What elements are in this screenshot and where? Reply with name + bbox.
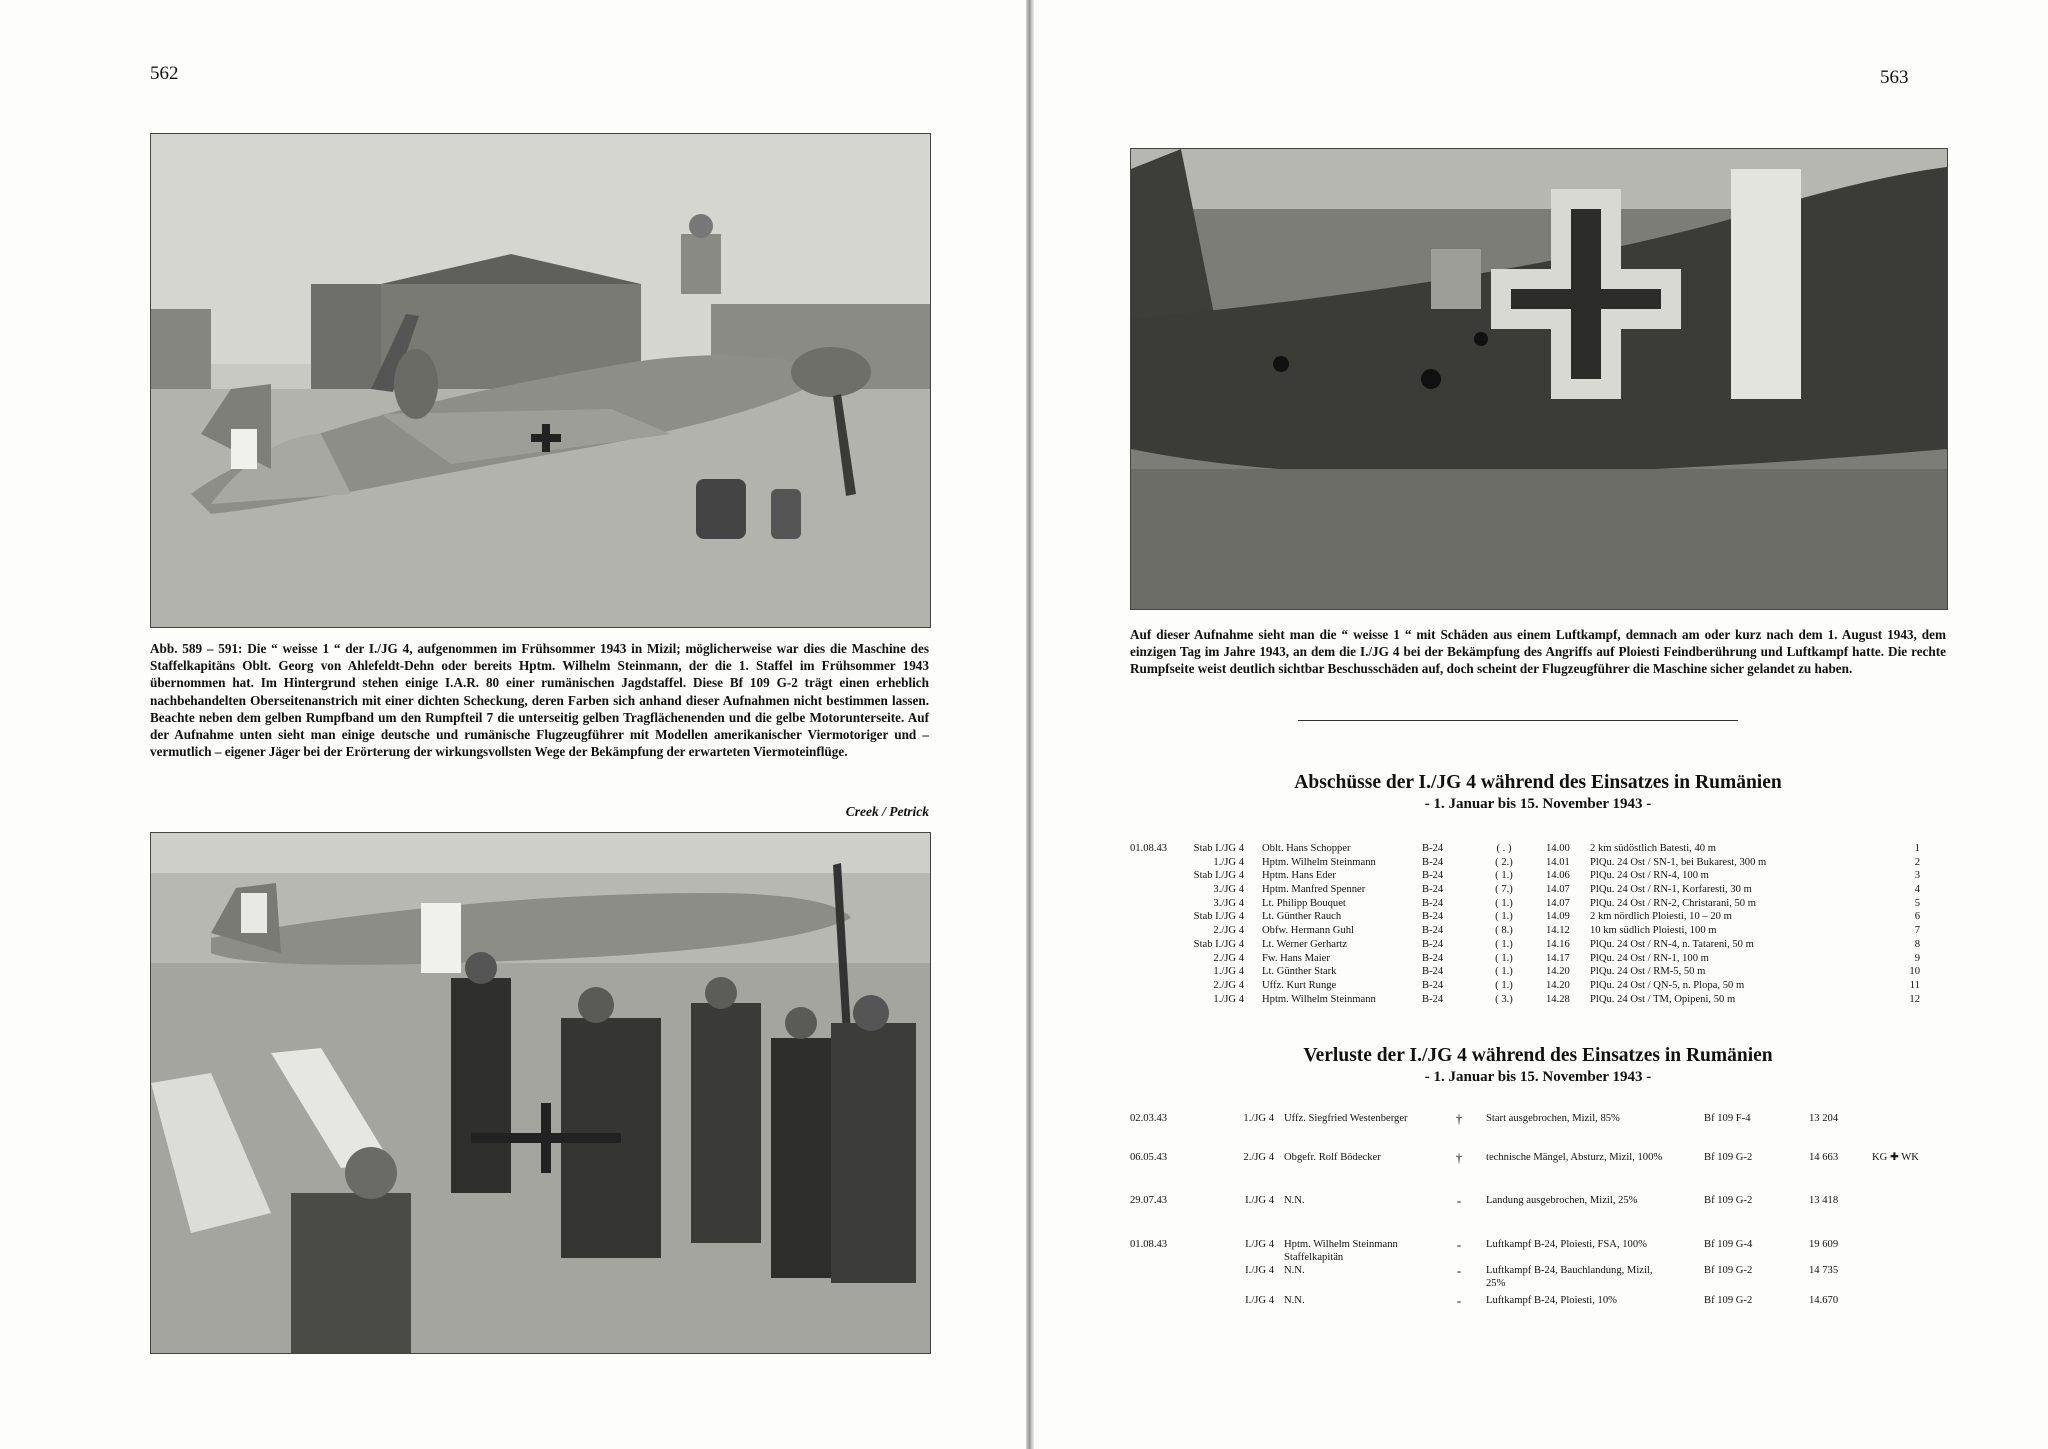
victory-cell: B-24: [1422, 993, 1444, 1005]
victory-cell: 14.06: [1546, 870, 1570, 882]
victory-cell: PlQu. 24 Ost / SN-1, bei Bukarest, 300 m: [1590, 856, 1767, 868]
loss-cell-unit: I./JG 4: [1245, 1239, 1274, 1250]
victory-row: [1130, 869, 1920, 883]
loss-cell-mark: -: [1456, 1263, 1462, 1278]
loss-cell-cause: Luftkampf B-24, Ploiesti, FSA, 100%: [1486, 1239, 1647, 1250]
loss-cell-wnr: 13 204: [1809, 1113, 1839, 1124]
victory-row: [1130, 965, 1920, 979]
loss-cell-cause: Landung ausgebrochen, Mizil, 25%: [1486, 1195, 1638, 1206]
victory-cell: 2./JG 4: [1213, 952, 1244, 964]
victories-title: Abschüsse der I./JG 4 während des Einsatzes in Rumänien: [1294, 772, 1782, 793]
victory-cell: 10 km südlich Ploiesti, 100 m: [1590, 925, 1717, 937]
loss-cell-mark: †: [1455, 1150, 1463, 1165]
victory-cell: ( . ): [1496, 843, 1512, 854]
victory-cell: 2: [1914, 856, 1920, 868]
victory-cell: Stab I./JG 4: [1193, 843, 1244, 854]
loss-cell-note: KG ✚ WK: [1872, 1152, 1919, 1163]
loss-cell-type: Bf 109 F-4: [1704, 1113, 1751, 1124]
loss-cell-type: Bf 109 G-4: [1704, 1239, 1753, 1250]
victory-cell: ( 1.): [1495, 870, 1513, 882]
victory-cell: 2 km nördlich Ploiesti, 10 – 20 m: [1590, 911, 1732, 923]
victory-cell: B-24: [1422, 897, 1444, 909]
victories-subtitle: - 1. Januar bis 15. November 1943 -: [1424, 796, 1652, 812]
victory-cell: [1130, 924, 1186, 938]
victory-cell: ( 2.): [1495, 856, 1513, 868]
victory-cell: B-24: [1422, 952, 1444, 964]
victory-cell: 14.07: [1546, 884, 1570, 896]
victory-cell: 3./JG 4: [1213, 897, 1244, 909]
loss-cell-wnr: 14 735: [1809, 1265, 1839, 1276]
loss-cell-mark: †: [1455, 1111, 1463, 1126]
loss-cell-cause: Start ausgebrochen, Mizil, 85%: [1486, 1113, 1620, 1124]
victory-cell: 14.09: [1546, 911, 1570, 923]
loss-cell-mark: -: [1456, 1193, 1462, 1208]
loss-cell-cause: Luftkampf B-24, Bauchlandung, Mizil, 25%: [1486, 1265, 1653, 1289]
victory-cell: 7: [1914, 925, 1920, 937]
loss-cell-unit: I./JG 4: [1245, 1295, 1274, 1306]
loss-cell-mark: -: [1456, 1237, 1462, 1252]
victory-cell: PlQu. 24 Ost / TM, Opipeni, 50 m: [1590, 993, 1736, 1005]
right-caption: Auf dieser Aufnahme sieht man die “ weisse 1 “ mit Schäden aus einem Luftkampf, demnach am oder kurz nach dem 1. August 1943, dem einzigen Tag im Jahre 1943, an dem die I./JG 4 bei der Bekämpfung des Angriffs auf Ploiesti Feindberührung und Luftkampf hatte. Die rechte Rumpfseite weist deutlich sichtbar Beschusschäden auf, doch scheint der Flugzeugführer die Maschine sicher gelandet zu haben.: [1130, 627, 1946, 677]
victory-cell: 4: [1914, 884, 1920, 896]
victory-cell: PlQu. 24 Ost / RN-1, Korfaresti, 30 m: [1590, 884, 1752, 896]
photo-pilots-group: [150, 832, 931, 1354]
loss-cell-date: 06.05.43: [1130, 1152, 1168, 1163]
loss-cell-name: N.N.: [1284, 1295, 1305, 1306]
loss-cell-wnr: 19 609: [1809, 1239, 1839, 1250]
victory-cell: [1130, 993, 1186, 1007]
victory-cell: Stab I./JG 4: [1193, 870, 1244, 882]
victory-cell: [1130, 965, 1186, 979]
victory-cell: B-24: [1422, 925, 1444, 937]
page-number-right: 563: [1880, 67, 1909, 88]
victory-cell: B-24: [1422, 843, 1444, 854]
victory-row: [1130, 883, 1920, 897]
victory-cell: PlQu. 24 Ost / RN-1, 100 m: [1590, 952, 1709, 964]
victory-cell: 10: [1909, 966, 1920, 978]
loss-cell-name: N.N.: [1284, 1195, 1305, 1206]
loss-cell-name: Hptm. Wilhelm Steinmann Staffelkapitän: [1284, 1239, 1398, 1263]
victory-cell: Obfw. Hermann Guhl: [1262, 925, 1354, 937]
loss-cell-unit: I./JG 4: [1245, 1265, 1274, 1276]
victory-cell: 5: [1914, 897, 1920, 909]
victory-cell: PlQu. 24 Ost / RN-4, 100 m: [1590, 870, 1709, 882]
victory-cell: Lt. Günther Stark: [1262, 966, 1337, 978]
victory-cell: 12: [1909, 993, 1920, 1005]
loss-cell-wnr: 14 663: [1809, 1152, 1839, 1163]
victory-cell: ( 7.): [1495, 884, 1513, 896]
victory-cell: 1: [1914, 843, 1920, 854]
victory-cell: Lt. Werner Gerhartz: [1262, 938, 1348, 950]
victory-cell: 1./JG 4: [1213, 966, 1244, 978]
victory-cell: 2 km südöstlich Batesti, 40 m: [1590, 843, 1716, 854]
loss-cell-type: Bf 109 G-2: [1704, 1152, 1753, 1163]
victory-row: [1130, 993, 1920, 1007]
victory-row: [1130, 856, 1920, 870]
victory-cell: B-24: [1422, 870, 1444, 882]
loss-cell-unit: 2./JG 4: [1243, 1152, 1274, 1163]
victory-cell: 14.28: [1546, 993, 1570, 1005]
victory-row: [1130, 897, 1920, 911]
victory-row: [1130, 952, 1920, 966]
victory-cell: 8: [1914, 938, 1920, 950]
victory-cell: 1./JG 4: [1213, 993, 1244, 1005]
victory-cell: PlQu. 24 Ost / RM-5, 50 m: [1590, 966, 1706, 978]
victory-cell: [1130, 938, 1186, 952]
divider-rule: [1298, 720, 1738, 721]
loss-cell-wnr: 14.670: [1809, 1295, 1839, 1306]
left-caption: Abb. 589 – 591: Die “ weisse 1 “ der I./JG 4, aufgenommen im Frühsommer 1943 in Mizil; möglicherweise war dies die Maschine des Staffelkapitäns Oblt. Georg von Ahlefeldt-Dehn oder bereits Hptm. Wilhelm Steinmann, der die 1. Staffel im Frühsommer 1943 übernommen hat. Im Hintergrund stehen einige I.A.R. 80 einer rumänischen Jagdstaffel. Diese Bf 109 G-2 trägt einen erheblich nachbehandelten Oberseitenanstrich mit einer dichten Scheckung, deren Farben sich anhand dieser Aufnahmen nicht bestimmen lassen. Beachte neben dem gelben Rumpfband um den Rumpfteil 7 die unterseitig gelben Tragflächenenden und die gelbe Motorunterseite. Auf der Aufnahme unten sieht man einige deutsche und rumänische Flugzeugführer mit Modellen amerikanischer Viermotoriger und – vermutlich – eigener Jäger bei der Erörterung der wirkungsvollsten Wege der Bekämpfung der erwarteten Viermoteinflüge.: [150, 641, 929, 760]
victory-cell: Stab I./JG 4: [1193, 911, 1244, 923]
victory-cell: 14.12: [1546, 925, 1570, 937]
victory-cell: Lt. Philipp Bouquet: [1262, 897, 1346, 909]
victory-cell: 1./JG 4: [1213, 856, 1244, 868]
victory-cell: Fw. Hans Maier: [1262, 952, 1330, 964]
victory-cell: 6: [1914, 911, 1920, 923]
book-gutter: [1026, 0, 1034, 1449]
victory-cell: Lt. Günther Rauch: [1262, 911, 1342, 923]
page-number-left: 562: [150, 63, 179, 84]
victory-cell: ( 1.): [1495, 938, 1513, 950]
victory-cell: PlQu. 24 Ost / RN-4, n. Tatareni, 50 m: [1590, 938, 1754, 950]
photo-credit: Creek / Petrick: [845, 804, 929, 819]
victory-cell: 9: [1914, 952, 1920, 964]
victory-cell: B-24: [1422, 966, 1444, 978]
victories-table: [1130, 842, 1920, 1006]
victory-cell: [1130, 910, 1186, 924]
victory-cell: 2./JG 4: [1213, 979, 1244, 991]
victory-cell: ( 1.): [1495, 979, 1513, 991]
victory-cell: 01.08.43: [1130, 843, 1168, 854]
victory-cell: Uffz. Kurt Runge: [1262, 979, 1337, 991]
photo-aircraft-hangar: [150, 133, 931, 628]
losses-title: Verluste der I./JG 4 während des Einsatzes in Rumänien: [1303, 1045, 1773, 1066]
loss-cell-date: 29.07.43: [1130, 1195, 1168, 1206]
victory-cell: B-24: [1422, 911, 1444, 923]
loss-cell-type: Bf 109 G-2: [1704, 1295, 1753, 1306]
loss-cell-name: N.N.: [1284, 1265, 1305, 1276]
victory-cell: B-24: [1422, 856, 1444, 868]
loss-cell-unit: 1./JG 4: [1243, 1113, 1274, 1124]
victory-row: [1130, 924, 1920, 938]
victory-cell: [1130, 883, 1186, 897]
victory-cell: 14.20: [1546, 966, 1570, 978]
victory-row: [1130, 938, 1920, 952]
victory-cell: 14.17: [1546, 952, 1570, 964]
loss-cell-type: Bf 109 G-2: [1704, 1265, 1753, 1276]
victory-cell: ( 8.): [1495, 925, 1513, 937]
victory-cell: PlQu. 24 Ost / RN-2, Christarani, 50 m: [1590, 897, 1756, 909]
victory-cell: Oblt. Hans Schopper: [1262, 843, 1351, 854]
loss-cell-mark: -: [1456, 1293, 1462, 1308]
victory-cell: Hptm. Manfred Spenner: [1262, 884, 1366, 896]
victory-cell: Hptm. Hans Eder: [1262, 870, 1336, 882]
victory-cell: [1130, 856, 1186, 870]
losses-subtitle: - 1. Januar bis 15. November 1943 -: [1424, 1069, 1652, 1085]
victory-cell: 14.20: [1546, 979, 1570, 991]
victory-cell: PlQu. 24 Ost / QN-5, n. Plopa, 50 m: [1590, 979, 1745, 991]
victory-cell: 11: [1909, 979, 1920, 991]
loss-cell-cause: Luftkampf B-24, Ploiesti, 10%: [1486, 1295, 1617, 1306]
victory-cell: [1130, 952, 1186, 966]
loss-cell-type: Bf 109 G-2: [1704, 1195, 1753, 1206]
victory-cell: ( 1.): [1495, 897, 1513, 909]
victory-cell: 14.01: [1546, 856, 1570, 868]
photo-damaged-fuselage: [1130, 148, 1948, 610]
loss-cell-name: Obgefr. Rolf Bödecker: [1284, 1152, 1381, 1163]
loss-cell-date: 02.03.43: [1130, 1113, 1168, 1124]
loss-cell-cause: technische Mängel, Absturz, Mizil, 100%: [1486, 1152, 1663, 1163]
victory-cell: 14.16: [1546, 938, 1570, 950]
victory-cell: 14.07: [1546, 897, 1570, 909]
victory-cell: 3./JG 4: [1213, 884, 1244, 896]
victory-cell: [1130, 869, 1186, 883]
loss-cell-name: Uffz. Siegfried Westenberger: [1284, 1113, 1408, 1124]
victory-cell: ( 1.): [1495, 911, 1513, 923]
victory-cell: [1130, 897, 1186, 911]
victory-cell: Stab I./JG 4: [1193, 938, 1244, 950]
victory-cell: 14.00: [1546, 843, 1570, 854]
victory-row: [1130, 842, 1920, 856]
loss-cell-date: 01.08.43: [1130, 1239, 1168, 1250]
victory-cell: ( 1.): [1495, 952, 1513, 964]
victory-cell: B-24: [1422, 884, 1444, 896]
loss-cell-unit: I./JG 4: [1245, 1195, 1274, 1206]
loss-cell-wnr: 13 418: [1809, 1195, 1839, 1206]
victory-cell: B-24: [1422, 979, 1444, 991]
victory-cell: ( 3.): [1495, 993, 1513, 1005]
victory-row: [1130, 910, 1920, 924]
victory-cell: Hptm. Wilhelm Steinmann: [1262, 856, 1376, 868]
victory-cell: [1130, 979, 1186, 993]
victory-cell: B-24: [1422, 938, 1444, 950]
victory-cell: ( 1.): [1495, 966, 1513, 978]
victory-cell: Hptm. Wilhelm Steinmann: [1262, 993, 1376, 1005]
right-page: [1034, 0, 2048, 1449]
victory-cell: 2./JG 4: [1213, 925, 1244, 937]
victory-row: [1130, 979, 1920, 993]
victory-cell: 3: [1914, 870, 1920, 882]
